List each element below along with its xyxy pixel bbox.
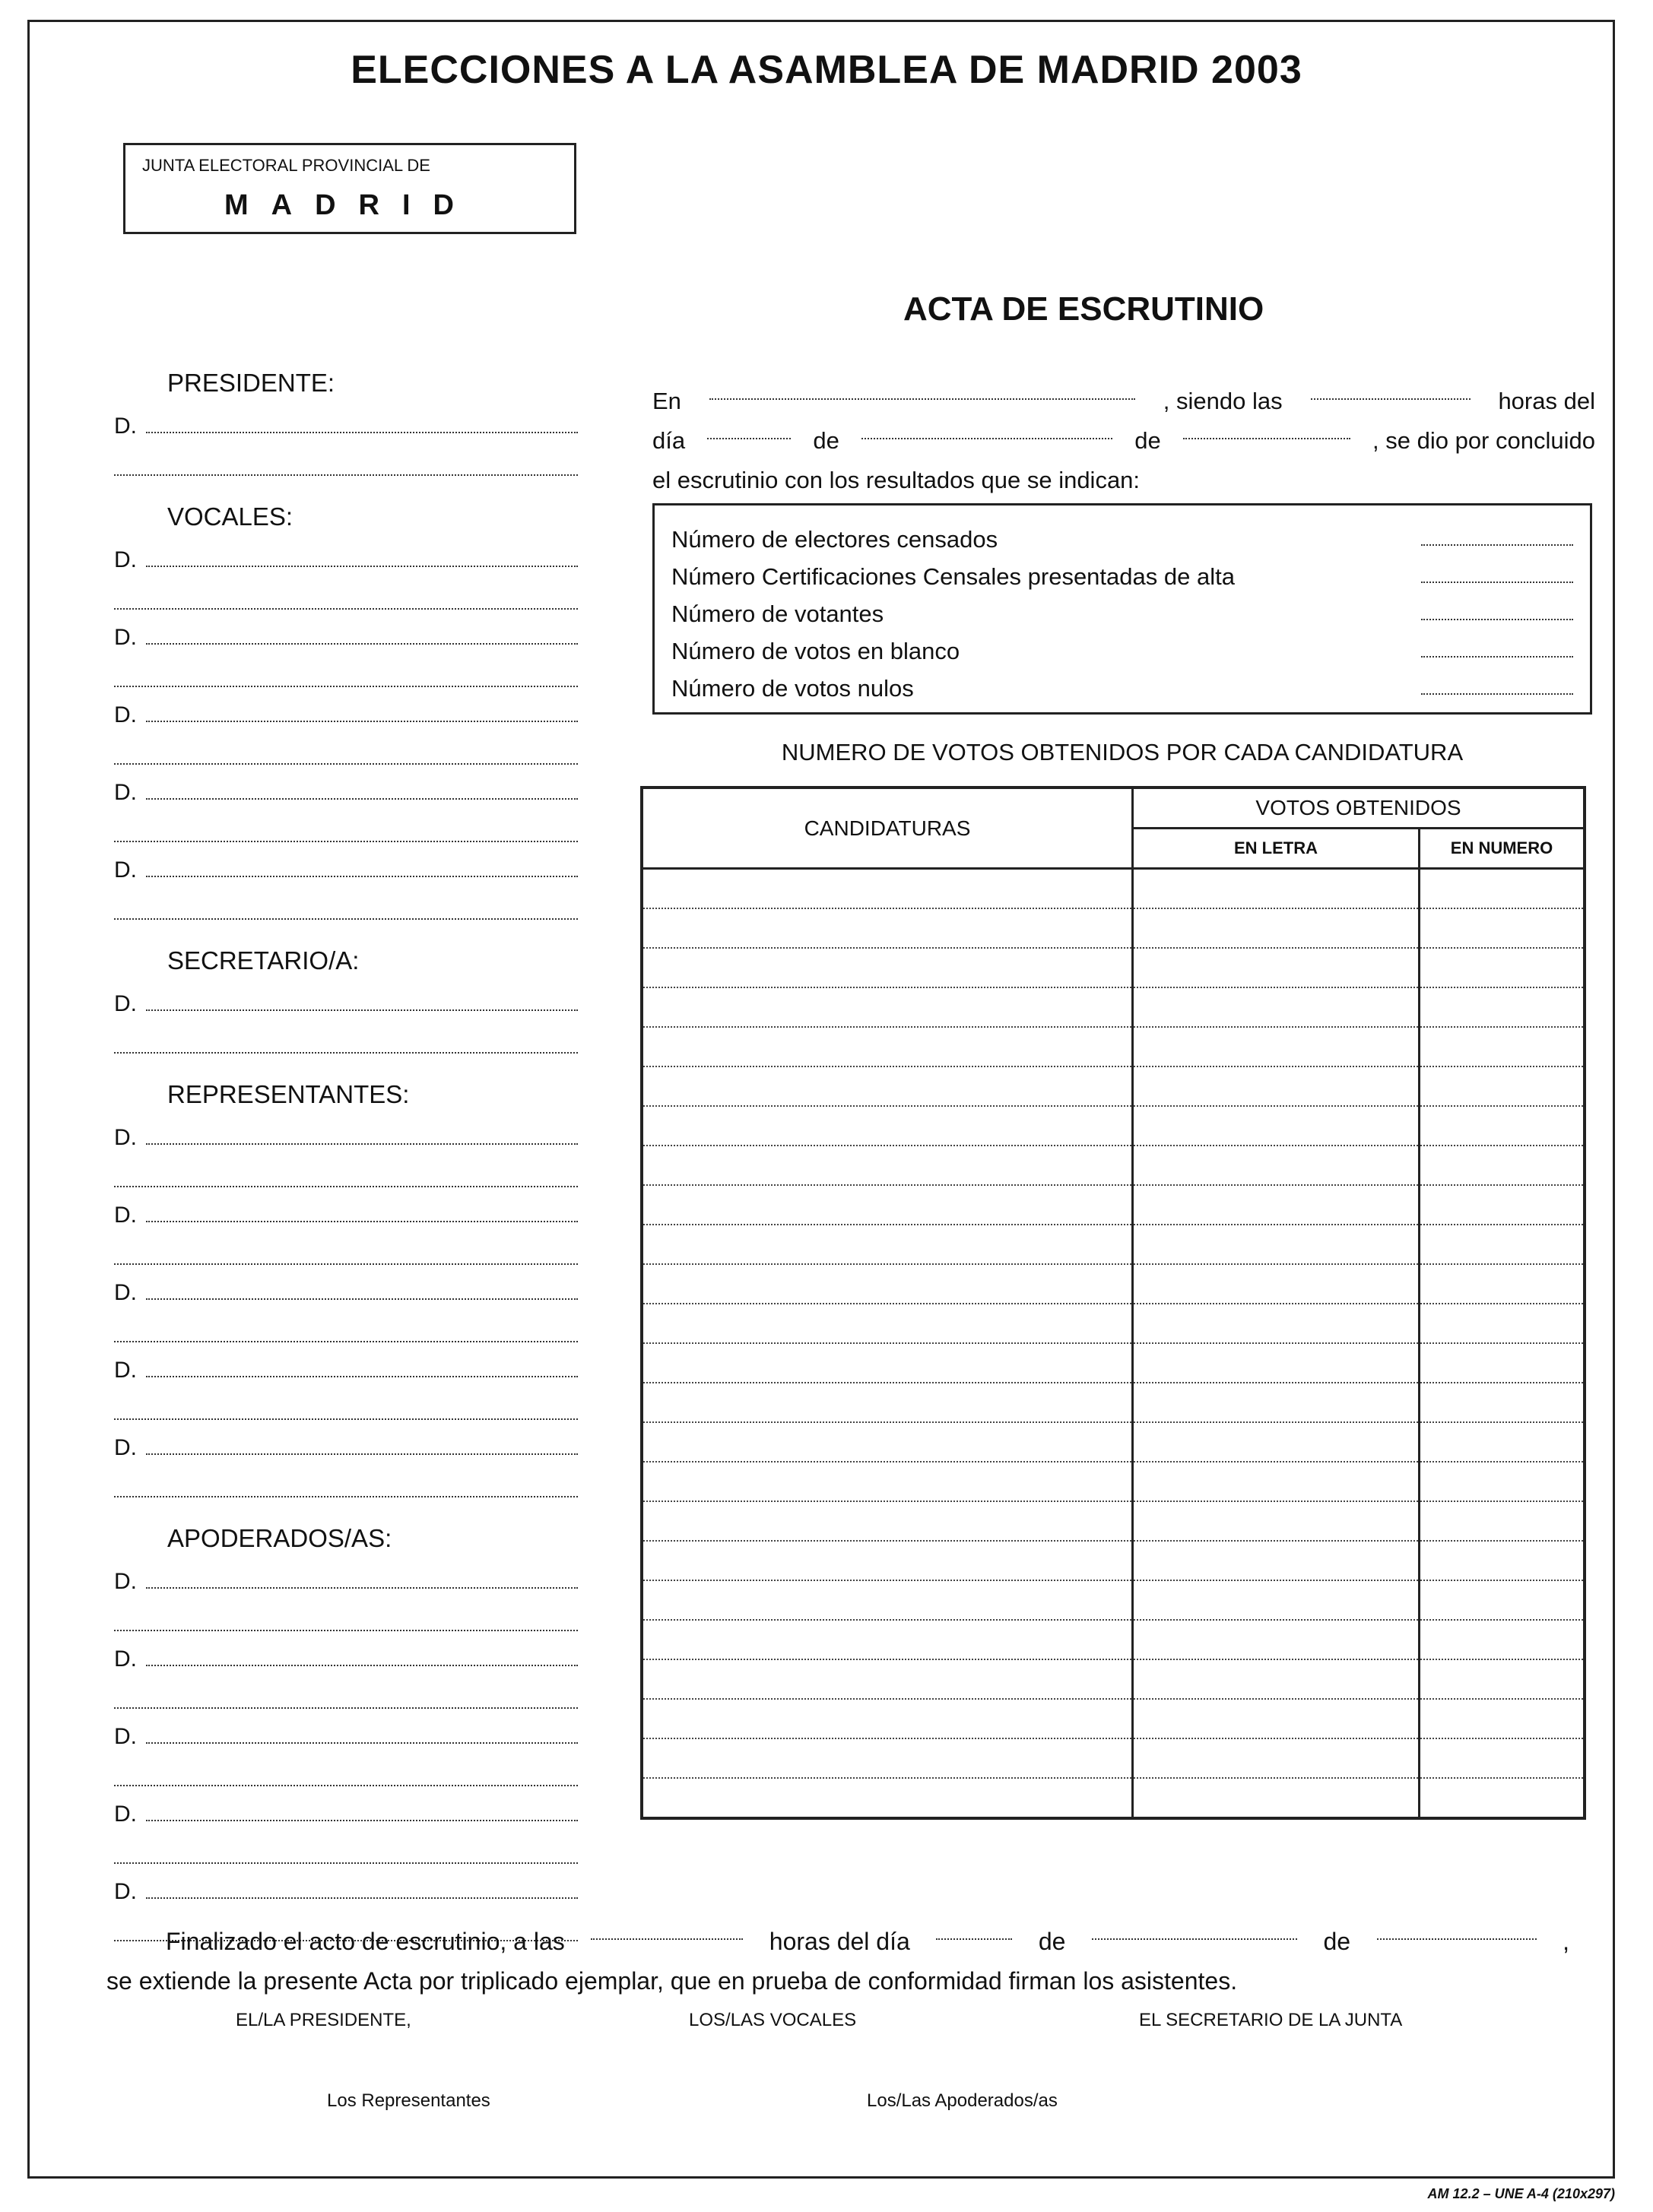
letra-cell[interactable] (1133, 869, 1420, 909)
numero-cell[interactable] (1420, 869, 1585, 909)
junta-city: MADRID (224, 189, 477, 221)
letra-cell[interactable] (1133, 1738, 1420, 1778)
numero-cell[interactable] (1420, 948, 1585, 987)
stat-value-field[interactable] (1421, 605, 1573, 620)
vocal-field-cont[interactable] (114, 806, 578, 842)
candidatura-cell[interactable] (642, 1304, 1133, 1343)
vocal-field-cont[interactable] (114, 883, 578, 920)
numero-cell[interactable] (1420, 1620, 1585, 1659)
sig-presidente: EL/LA PRESIDENTE, (236, 2010, 411, 2030)
secretario-heading: SECRETARIO/A: (167, 946, 360, 974)
vote-row (642, 948, 1585, 987)
sig-secretario: EL SECRETARIO DE LA JUNTA (1139, 2010, 1403, 2030)
closing-hour-field[interactable] (591, 1922, 743, 1940)
vote-row (642, 1146, 1585, 1185)
apoderado-field[interactable]: D. (114, 1867, 578, 1905)
candidatura-cell[interactable] (642, 1541, 1133, 1580)
letra-cell[interactable] (1133, 1778, 1420, 1818)
letra-cell[interactable] (1133, 1501, 1420, 1541)
candidatura-cell[interactable] (642, 1659, 1133, 1699)
candidatura-cell[interactable] (642, 1620, 1133, 1659)
letra-cell[interactable] (1133, 1185, 1420, 1225)
votes-table (640, 786, 1586, 1820)
intro-paragraph: En , siendo las horas del día de de , se dio por concluido el escrutinio con los resultados que se indican: (652, 382, 1595, 500)
apoderado-field[interactable]: D. (114, 1557, 578, 1595)
representante-field-cont[interactable] (114, 1461, 578, 1497)
vote-row (642, 1225, 1585, 1264)
document-title: ELECCIONES A LA ASAMBLEA DE MADRID 2003 (351, 48, 1302, 92)
numero-cell[interactable] (1420, 1304, 1585, 1343)
vote-row (642, 869, 1585, 909)
apoderado-field[interactable]: D. (114, 1789, 578, 1827)
candidatura-cell[interactable] (642, 1027, 1133, 1066)
numero-cell[interactable] (1420, 1343, 1585, 1383)
numero-cell[interactable] (1420, 1778, 1585, 1818)
letra-cell[interactable] (1133, 1146, 1420, 1185)
representante-field-cont[interactable] (114, 1228, 578, 1265)
secretario-field[interactable]: D. (114, 979, 578, 1017)
representante-field[interactable]: D. (114, 1190, 578, 1228)
vote-row (642, 1422, 1585, 1462)
candidatura-cell[interactable] (642, 1462, 1133, 1501)
representante-field[interactable]: D. (114, 1268, 578, 1306)
stat-row: Número de votos nulos (671, 665, 1573, 702)
col-letra: EN LETRA (1133, 829, 1420, 869)
candidatura-cell[interactable] (642, 948, 1133, 987)
vote-row (642, 1304, 1585, 1343)
candidatura-cell[interactable] (642, 1501, 1133, 1541)
vocal-field[interactable]: D. (114, 845, 578, 883)
month-field[interactable] (861, 421, 1112, 439)
stat-value-field[interactable] (1421, 531, 1573, 546)
year-field[interactable] (1183, 421, 1350, 439)
apoderado-field-cont[interactable] (114, 1750, 578, 1786)
numero-cell[interactable] (1420, 1462, 1585, 1501)
vote-row (642, 1185, 1585, 1225)
vote-row (642, 1066, 1585, 1106)
vocal-field[interactable]: D. (114, 535, 578, 573)
letra-cell[interactable] (1133, 1620, 1420, 1659)
sig-representantes: Los Representantes (327, 2090, 490, 2111)
vote-row (642, 1659, 1585, 1699)
candidatura-cell[interactable] (642, 1422, 1133, 1462)
closing-month-field[interactable] (1092, 1922, 1297, 1940)
col-candidaturas: CANDIDATURAS (642, 788, 1133, 869)
numero-cell[interactable] (1420, 1027, 1585, 1066)
representante-field[interactable]: D. (114, 1423, 578, 1461)
numero-cell[interactable] (1420, 1225, 1585, 1264)
stat-row: Número de electores censados (671, 516, 1573, 553)
numero-cell[interactable] (1420, 1106, 1585, 1146)
vote-row (642, 1541, 1585, 1580)
candidatura-cell[interactable] (642, 1383, 1133, 1422)
representante-field[interactable]: D. (114, 1345, 578, 1383)
vote-row (642, 1501, 1585, 1541)
numero-cell[interactable] (1420, 1738, 1585, 1778)
presidente-field[interactable]: D. (114, 401, 578, 439)
vote-row (642, 1620, 1585, 1659)
numero-cell[interactable] (1420, 1541, 1585, 1580)
acta-title: ACTA DE ESCRUTINIO (903, 290, 1264, 328)
stat-value-field[interactable] (1421, 680, 1573, 695)
representante-field-cont[interactable] (114, 1383, 578, 1420)
col-numero: EN NUMERO (1420, 829, 1585, 869)
vocal-field-cont[interactable] (114, 573, 578, 610)
stats-box (652, 503, 1592, 715)
letra-cell[interactable] (1133, 1027, 1420, 1066)
candidatura-cell[interactable] (642, 1066, 1133, 1106)
stat-value-field[interactable] (1421, 568, 1573, 583)
candidatura-cell[interactable] (642, 987, 1133, 1027)
vote-row (642, 1264, 1585, 1304)
vote-row (642, 1106, 1585, 1146)
day-field[interactable] (707, 421, 791, 439)
candidatura-cell[interactable] (642, 1738, 1133, 1778)
representante-field[interactable]: D. (114, 1113, 578, 1151)
closing-year-field[interactable] (1377, 1922, 1537, 1940)
votes-heading: NUMERO DE VOTOS OBTENIDOS POR CADA CANDIDATURA (781, 739, 1464, 765)
letra-cell[interactable] (1133, 1541, 1420, 1580)
vote-row (642, 1383, 1585, 1422)
letra-cell[interactable] (1133, 1699, 1420, 1738)
vote-row (642, 1027, 1585, 1066)
numero-cell[interactable] (1420, 1264, 1585, 1304)
numero-cell[interactable] (1420, 1146, 1585, 1185)
numero-cell[interactable] (1420, 1501, 1585, 1541)
vote-row (642, 987, 1585, 1027)
candidatura-cell[interactable] (642, 908, 1133, 948)
vocales-heading: VOCALES: (167, 502, 293, 531)
candidatura-cell[interactable] (642, 1778, 1133, 1818)
secretario-field-cont[interactable] (114, 1017, 578, 1054)
vote-row (642, 1343, 1585, 1383)
stat-row: Número Certificaciones Censales presentadas de alta (671, 553, 1573, 591)
sig-vocales: LOS/LAS VOCALES (689, 2010, 857, 2030)
letra-cell[interactable] (1133, 1659, 1420, 1699)
closing-paragraph: Finalizado el acto de escrutinio, a las horas del día de de , se extiende la presente Acta por triplicado ejemplar, que en prueba de conformidad firman los asistentes. (106, 1922, 1569, 2001)
letra-cell[interactable] (1133, 1580, 1420, 1620)
letra-cell[interactable] (1133, 1304, 1420, 1343)
place-field[interactable] (709, 382, 1135, 400)
numero-cell[interactable] (1420, 1659, 1585, 1699)
numero-cell[interactable] (1420, 1383, 1585, 1422)
representante-field-cont[interactable] (114, 1151, 578, 1187)
candidatura-cell[interactable] (642, 1225, 1133, 1264)
numero-cell[interactable] (1420, 987, 1585, 1027)
candidatura-cell[interactable] (642, 1580, 1133, 1620)
apoderado-field-cont[interactable] (114, 1672, 578, 1709)
candidatura-cell[interactable] (642, 1146, 1133, 1185)
letra-cell[interactable] (1133, 1066, 1420, 1106)
candidatura-cell[interactable] (642, 1699, 1133, 1738)
letra-cell[interactable] (1133, 1343, 1420, 1383)
vote-row (642, 1580, 1585, 1620)
candidatura-cell[interactable] (642, 1106, 1133, 1146)
candidatura-cell[interactable] (642, 1343, 1133, 1383)
representante-field-cont[interactable] (114, 1306, 578, 1342)
presidente-heading: PRESIDENTE: (167, 369, 335, 397)
candidatura-cell[interactable] (642, 1185, 1133, 1225)
numero-cell[interactable] (1420, 1066, 1585, 1106)
vote-row (642, 1738, 1585, 1778)
apoderado-field[interactable]: D. (114, 1712, 578, 1750)
letra-cell[interactable] (1133, 1225, 1420, 1264)
vote-row (642, 1778, 1585, 1818)
vocal-field-cont[interactable] (114, 728, 578, 765)
hour-field[interactable] (1311, 382, 1471, 400)
candidatura-cell[interactable] (642, 1264, 1133, 1304)
numero-cell[interactable] (1420, 908, 1585, 948)
numero-cell[interactable] (1420, 1580, 1585, 1620)
letra-cell[interactable] (1133, 1106, 1420, 1146)
stat-row: Número de votos en blanco (671, 628, 1573, 665)
numero-cell[interactable] (1420, 1422, 1585, 1462)
vote-row (642, 1699, 1585, 1738)
letra-cell[interactable] (1133, 1422, 1420, 1462)
numero-cell[interactable] (1420, 1699, 1585, 1738)
apoderado-field[interactable]: D. (114, 1634, 578, 1672)
vocal-field[interactable]: D. (114, 690, 578, 728)
letra-cell[interactable] (1133, 908, 1420, 948)
stat-value-field[interactable] (1421, 642, 1573, 658)
closing-day-field[interactable] (936, 1922, 1012, 1940)
vote-row (642, 908, 1585, 948)
vote-row (642, 1462, 1585, 1501)
vocal-field[interactable]: D. (114, 613, 578, 651)
junta-box (123, 143, 576, 234)
col-votos: VOTOS OBTENIDOS (1133, 788, 1585, 829)
junta-label: JUNTA ELECTORAL PROVINCIAL DE (142, 156, 430, 175)
vocal-field-cont[interactable] (114, 651, 578, 687)
letra-cell[interactable] (1133, 1264, 1420, 1304)
officials-column (114, 365, 578, 1944)
letra-cell[interactable] (1133, 1383, 1420, 1422)
letra-cell[interactable] (1133, 1462, 1420, 1501)
letra-cell[interactable] (1133, 987, 1420, 1027)
apoderado-field-cont[interactable] (114, 1827, 578, 1864)
stat-row: Número de votantes (671, 591, 1573, 628)
candidatura-cell[interactable] (642, 869, 1133, 909)
representantes-heading: REPRESENTANTES: (167, 1080, 410, 1108)
numero-cell[interactable] (1420, 1185, 1585, 1225)
presidente-field-cont[interactable] (114, 439, 578, 476)
sig-apoderados: Los/Las Apoderados/as (867, 2090, 1058, 2111)
vocal-field[interactable]: D. (114, 768, 578, 806)
apoderado-field-cont[interactable] (114, 1595, 578, 1631)
apoderados-heading: APODERADOS/AS: (167, 1524, 392, 1552)
letra-cell[interactable] (1133, 948, 1420, 987)
form-code: AM 12.2 – UNE A-4 (210x297) (1427, 2186, 1615, 2201)
